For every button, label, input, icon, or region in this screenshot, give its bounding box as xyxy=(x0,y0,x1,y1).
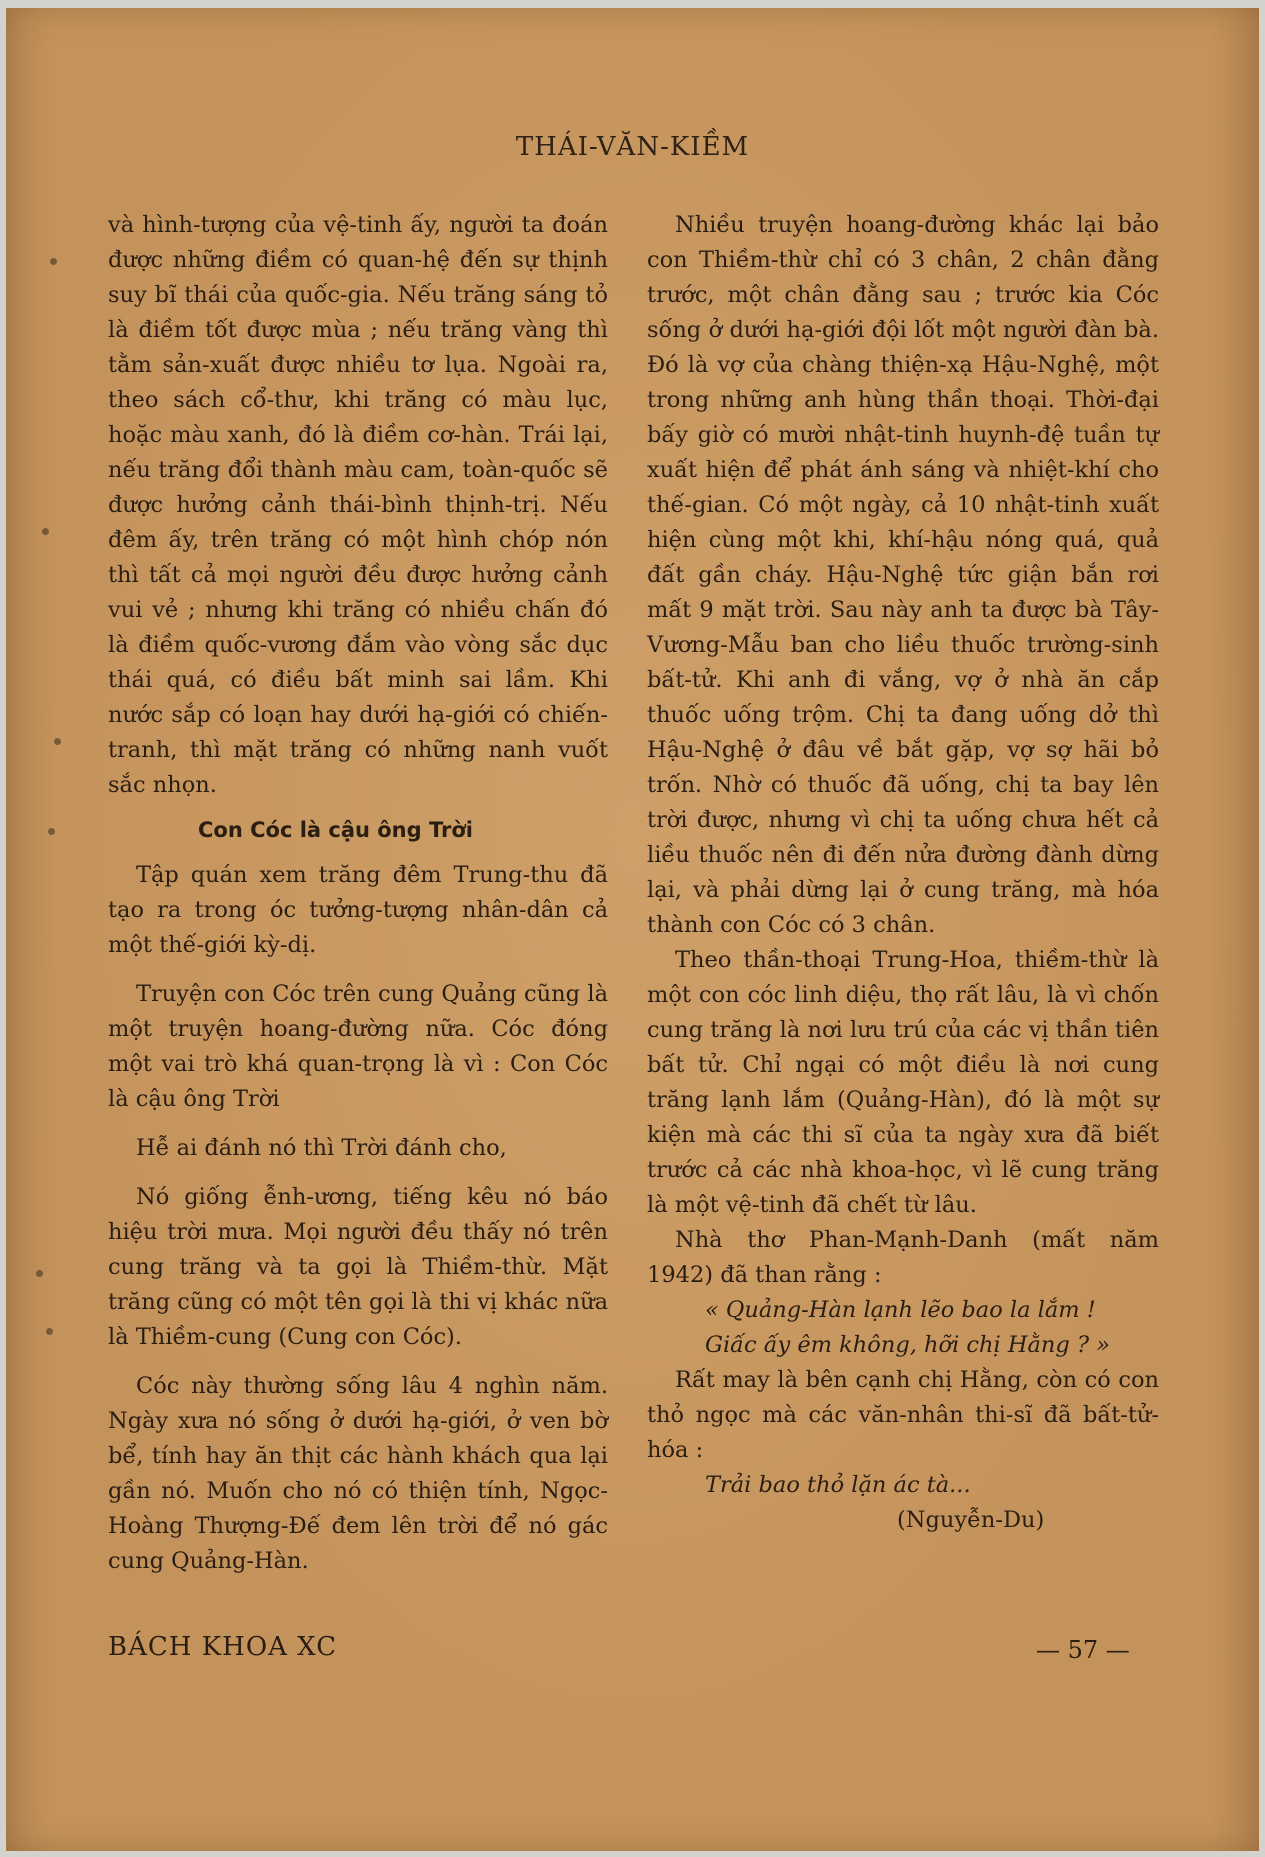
section-heading: Con Cóc là cậu ông Trời xyxy=(198,818,473,842)
verse-line-2: Giấc ấy êm không, hỡi chị Hằng ? » xyxy=(705,1332,1110,1358)
paper-speck xyxy=(42,528,49,535)
left-paragraph-5: Nó giống ễnh-ương, tiếng kêu nó báo hiệu trời mưa. Mọi người đều thấy nó trên cung trăng và ta gọi là Thiềm-thừ. Mặt trăng cũng có một tên gọi là thi vị khác nữa là Thiềm-cung (Cung con Cóc). xyxy=(108,1184,608,1350)
right-column xyxy=(647,208,1159,1538)
verse-line-1: « Quảng-Hàn lạnh lẽo bao la lắm ! xyxy=(705,1297,1096,1323)
publication-name: BÁCH KHOA XC xyxy=(108,1632,338,1662)
left-paragraph-3: Truyện con Cóc trên cung Quảng cũng là một truyện hoang-đường nữa. Cóc đóng một vai trò khá quan-trọng là vì : Con Cóc là cậu ông Trời xyxy=(108,981,608,1112)
paper-speck xyxy=(46,1328,53,1335)
left-column xyxy=(108,208,608,1579)
page-number: — 57 — xyxy=(1036,1636,1130,1664)
left-quote-line: Hễ ai đánh nó thì Trời đánh cho, xyxy=(136,1135,507,1161)
right-paragraph-1: Nhiều truyện hoang-đường khác lại bảo con Thiềm-thừ chỉ có 3 chân, 2 chân đằng trước, một chân đằng sau ; trước kia Cóc sống ở dưới hạ-giới đội lốt một người đàn bà. Đó là vợ của chàng thiện-xạ Hậu-Nghệ, một trong những anh hùng thần thoại. Thời-đại bấy giờ có mười nhật-tinh huynh-đệ tuần tự xuất hiện để phát ánh sáng và nhiệt-khí cho thế-gian. Có một ngày, cả 10 nhật-tinh xuất hiện cùng một khi, khí-hậu nóng quá, quả đất gần cháy. Hậu-Nghệ tức giận bắn rơi mất 9 mặt trời. Sau này anh ta được bà Tây-Vương-Mẫu ban cho liều thuốc trường-sinh bất-tử. Khi anh đi vắng, vợ ở nhà ăn cắp thuốc uống trộm. Chị ta đang uống dở thì Hậu-Nghệ ở đâu về bắt gặp, vợ sợ hãi bỏ trốn. Nhờ có thuốc đã uống, chị ta bay lên trời được, nhưng vì chị ta uống chưa hết cả liều thuốc nên đi đến nửa đường đành dừng lại, và phải dừng lại ở cung trăng, mà hóa thành con Cóc có 3 chân. xyxy=(647,212,1159,938)
paper-speck xyxy=(50,258,57,265)
left-paragraph-2: Tập quán xem trăng đêm Trung-thu đã tạo ra trong óc tưởng-tượng nhân-dân cả một thế-giới kỳ-dị. xyxy=(108,862,608,958)
left-paragraph-1: và hình-tượng của vệ-tinh ấy, người ta đoán được những điềm có quan-hệ đến sự thịnh suy bĩ thái của quốc-gia. Nếu trăng sáng tỏ là điềm tốt được mùa ; nếu trăng vàng thì tằm sản-xuất được nhiều tơ lụa. Ngoài ra, theo sách cổ-thư, khi trăng có màu lục, hoặc màu xanh, đó là điềm cơ-hàn. Trái lại, nếu trăng đổi thành màu cam, toàn-quốc sẽ được hưởng cảnh thái-bình thịnh-trị. Nếu đêm ấy, trên trăng có một hình chóp nón thì tất cả mọi người đều được hưởng cảnh vui vẻ ; nhưng khi trăng có nhiều chấn đó là điềm quốc-vương đắm vào vòng sắc dục thái quá, có điều bất minh sai lầm. Khi nước sắp có loạn hay dưới hạ-giới có chiến-tranh, thì mặt trăng có những nanh vuốt sắc nhọn. xyxy=(108,212,608,798)
paper-speck xyxy=(36,1270,43,1277)
paper-speck xyxy=(54,738,61,745)
page-header: THÁI-VĂN-KIỀM xyxy=(515,132,750,162)
paper-speck xyxy=(48,828,55,835)
right-paragraph-3: Nhà thơ Phan-Mạnh-Danh (mất năm 1942) đã than rằng : xyxy=(647,1227,1159,1288)
left-paragraph-6: Cóc này thường sống lâu 4 nghìn năm. Ngày xưa nó sống ở dưới hạ-giới, ở ven bờ bể, tính hay ăn thịt các hành khách qua lại gần nó. Muốn cho nó có thiện tính, Ngọc-Hoàng Thượng-Đế đem lên trời để nó gác cung Quảng-Hàn. xyxy=(108,1373,608,1574)
verse-attribution: (Nguyễn-Du) xyxy=(897,1507,1045,1533)
magazine-page xyxy=(6,8,1259,1851)
right-paragraph-4: Rất may là bên cạnh chị Hằng, còn có con thỏ ngọc mà các văn-nhân thi-sĩ đã bất-tử-hóa : xyxy=(647,1367,1159,1463)
right-paragraph-2: Theo thần-thoại Trung-Hoa, thiềm-thừ là một con cóc linh diệu, thọ rất lâu, là vì chốn cung trăng là nơi lưu trú của các vị thần tiên bất tử. Chỉ ngại có một điều là nơi cung trăng lạnh lắm (Quảng-Hàn), đó là một sự kiện mà các thi sĩ của ta ngày xưa đã biết trước cả các nhà khoa-học, vì lẽ cung trăng là một vệ-tinh đã chết từ lâu. xyxy=(647,947,1159,1218)
verse-line-3: Trải bao thỏ lặn ác tà... xyxy=(705,1472,971,1498)
